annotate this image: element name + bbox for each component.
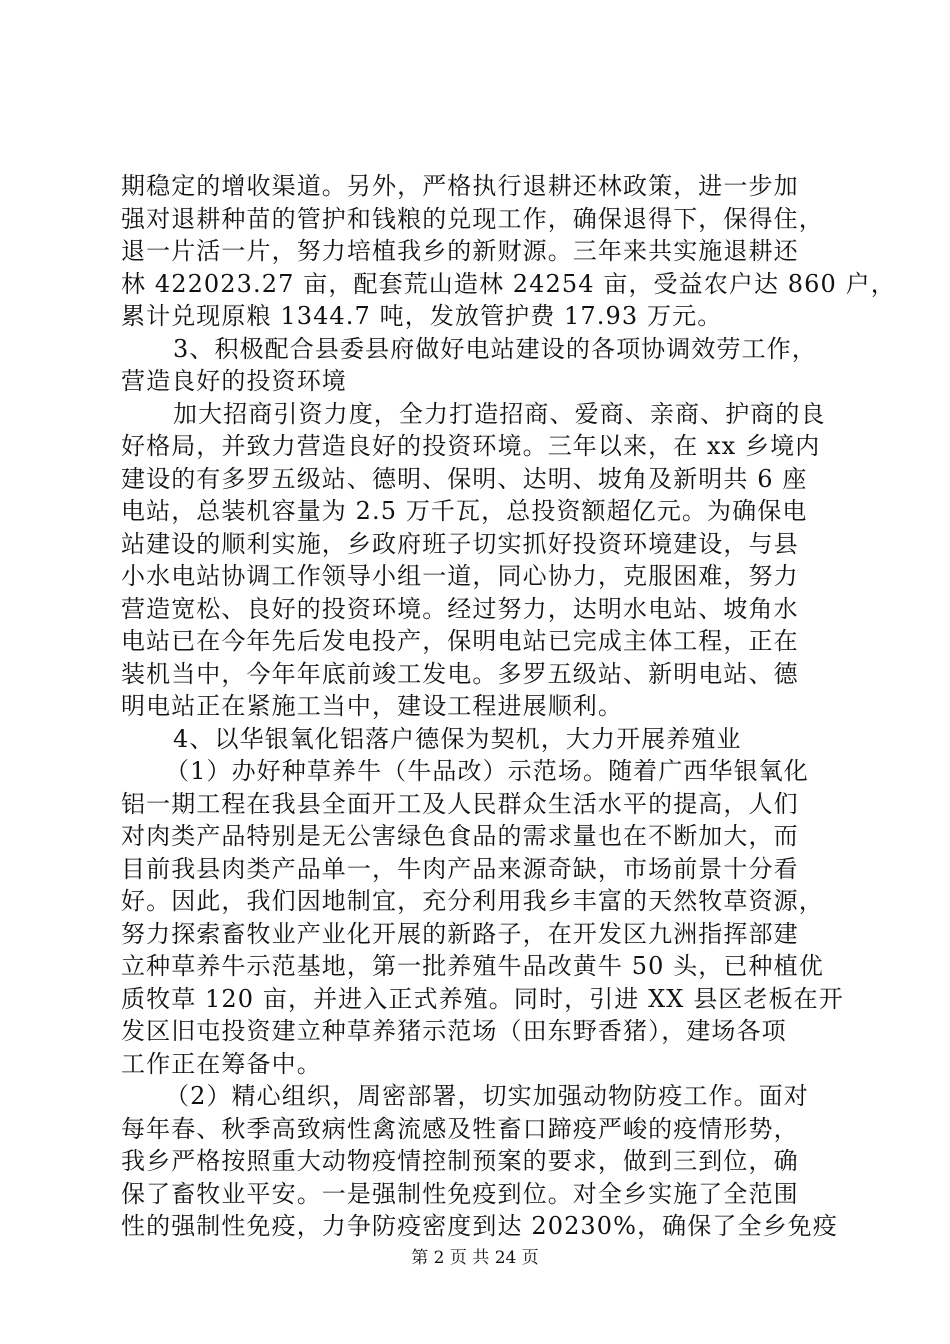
section-heading: 4、以华银氧化铝落户德保为契机，大力开展养殖业 xyxy=(173,724,742,753)
text-line: 努力探索畜牧业产业化开展的新路子，在开发区九洲指挥部建 xyxy=(121,919,799,948)
subsection-line: （1）办好种草养牛（牛品改）示范场。随着广西华银氧化 xyxy=(165,757,809,785)
text-line: 电站，总装机容量为 2.5 万千瓦，总投资额超亿元。为确保电 xyxy=(121,497,808,525)
text-line: 营造宽松、良好的投资环境。经过努力，达明水电站、坡角水 xyxy=(121,594,799,623)
section-heading-cont: 营造良好的投资环境 xyxy=(121,367,347,395)
text-line: 工作正在筹备中。 xyxy=(121,1049,322,1078)
text-line: 电站已在今年先后发电投产，保明电站已完成主体工程，正在 xyxy=(121,627,799,655)
text-line: 强对退耕种苗的管护和钱粮的兑现工作，确保退得下，保得住， xyxy=(121,204,824,233)
text-line: 站建设的顺利实施，乡政府班子切实抓好投资环境建设，与县 xyxy=(121,529,799,558)
text-line: 质牧草 120 亩，并进入正式养殖。同时，引进 XX 县区老板在开 xyxy=(121,984,844,1013)
text-line: 好格局，并致力营造良好的投资环境。三年以来，在 xx 乡境内 xyxy=(121,432,821,460)
text-line: 每年春、秋季高致病性禽流感及牲畜口蹄疫严峻的疫情形势， xyxy=(121,1114,799,1143)
text-line: 铝一期工程在我县全面开工及人民群众生活水平的提高，人们 xyxy=(121,789,799,818)
text-line: 装机当中，今年年底前竣工发电。多罗五级站、新明电站、德 xyxy=(121,659,799,688)
text-line: 对肉类产品特别是无公害绿色食品的需求量也在不断加大，而 xyxy=(121,822,799,850)
page-footer xyxy=(0,1243,950,1268)
document-body xyxy=(121,170,896,1243)
text-line: 加大招商引资力度，全力打造招商、爱商、亲商、护商的良 xyxy=(173,399,826,428)
text-line: 期稳定的增收渠道。另外，严格执行退耕还林政策，进一步加 xyxy=(121,172,799,200)
page-number-label: 第 2 页 共 24 页 xyxy=(411,1248,539,1268)
text-line: 保了畜牧业平安。一是强制性免疫到位。对全乡实施了全范围 xyxy=(121,1179,799,1208)
text-line: 好。因此，我们因地制宜，充分利用我乡丰富的天然牧草资源， xyxy=(121,887,824,915)
text-line: 发区旧屯投资建立种草养猪示范场（田东野香猪），建场各项 xyxy=(121,1017,787,1045)
text-line: 建设的有多罗五级站、德明、保明、达明、坡角及新明共 6 座 xyxy=(121,464,808,493)
text-line: 我乡严格按照重大动物疫情控制预案的要求，做到三到位，确 xyxy=(121,1147,799,1175)
subsection-line: （2）精心组织，周密部署，切实加强动物防疫工作。面对 xyxy=(165,1082,809,1110)
text-line: 林 422023.27 亩，配套荒山造林 24254 亩，受益农户达 860 户， xyxy=(121,269,896,298)
text-line: 性的强制性免疫，力争防疫密度到达 20230%，确保了全乡免疫 xyxy=(121,1212,838,1240)
text-line: 退一片活一片，努力培植我乡的新财源。三年来共实施退耕还 xyxy=(121,237,799,265)
text-line: 立种草养牛示范基地，第一批养殖牛品改黄牛 50 头，已种植优 xyxy=(121,952,824,980)
text-line: 累计兑现原粮 1344.7 吨，发放管护费 17.93 万元。 xyxy=(121,302,723,330)
text-line: 明电站正在紧施工当中，建设工程进展顺利。 xyxy=(121,692,623,720)
text-line: 小水电站协调工作领导小组一道，同心协力，克服困难，努力 xyxy=(121,562,799,590)
section-heading: 3、积极配合县委县府做好电站建设的各项协调效劳工作， xyxy=(173,334,817,363)
text-line: 目前我县肉类产品单一，牛肉产品来源奇缺，市场前景十分看 xyxy=(121,854,799,883)
